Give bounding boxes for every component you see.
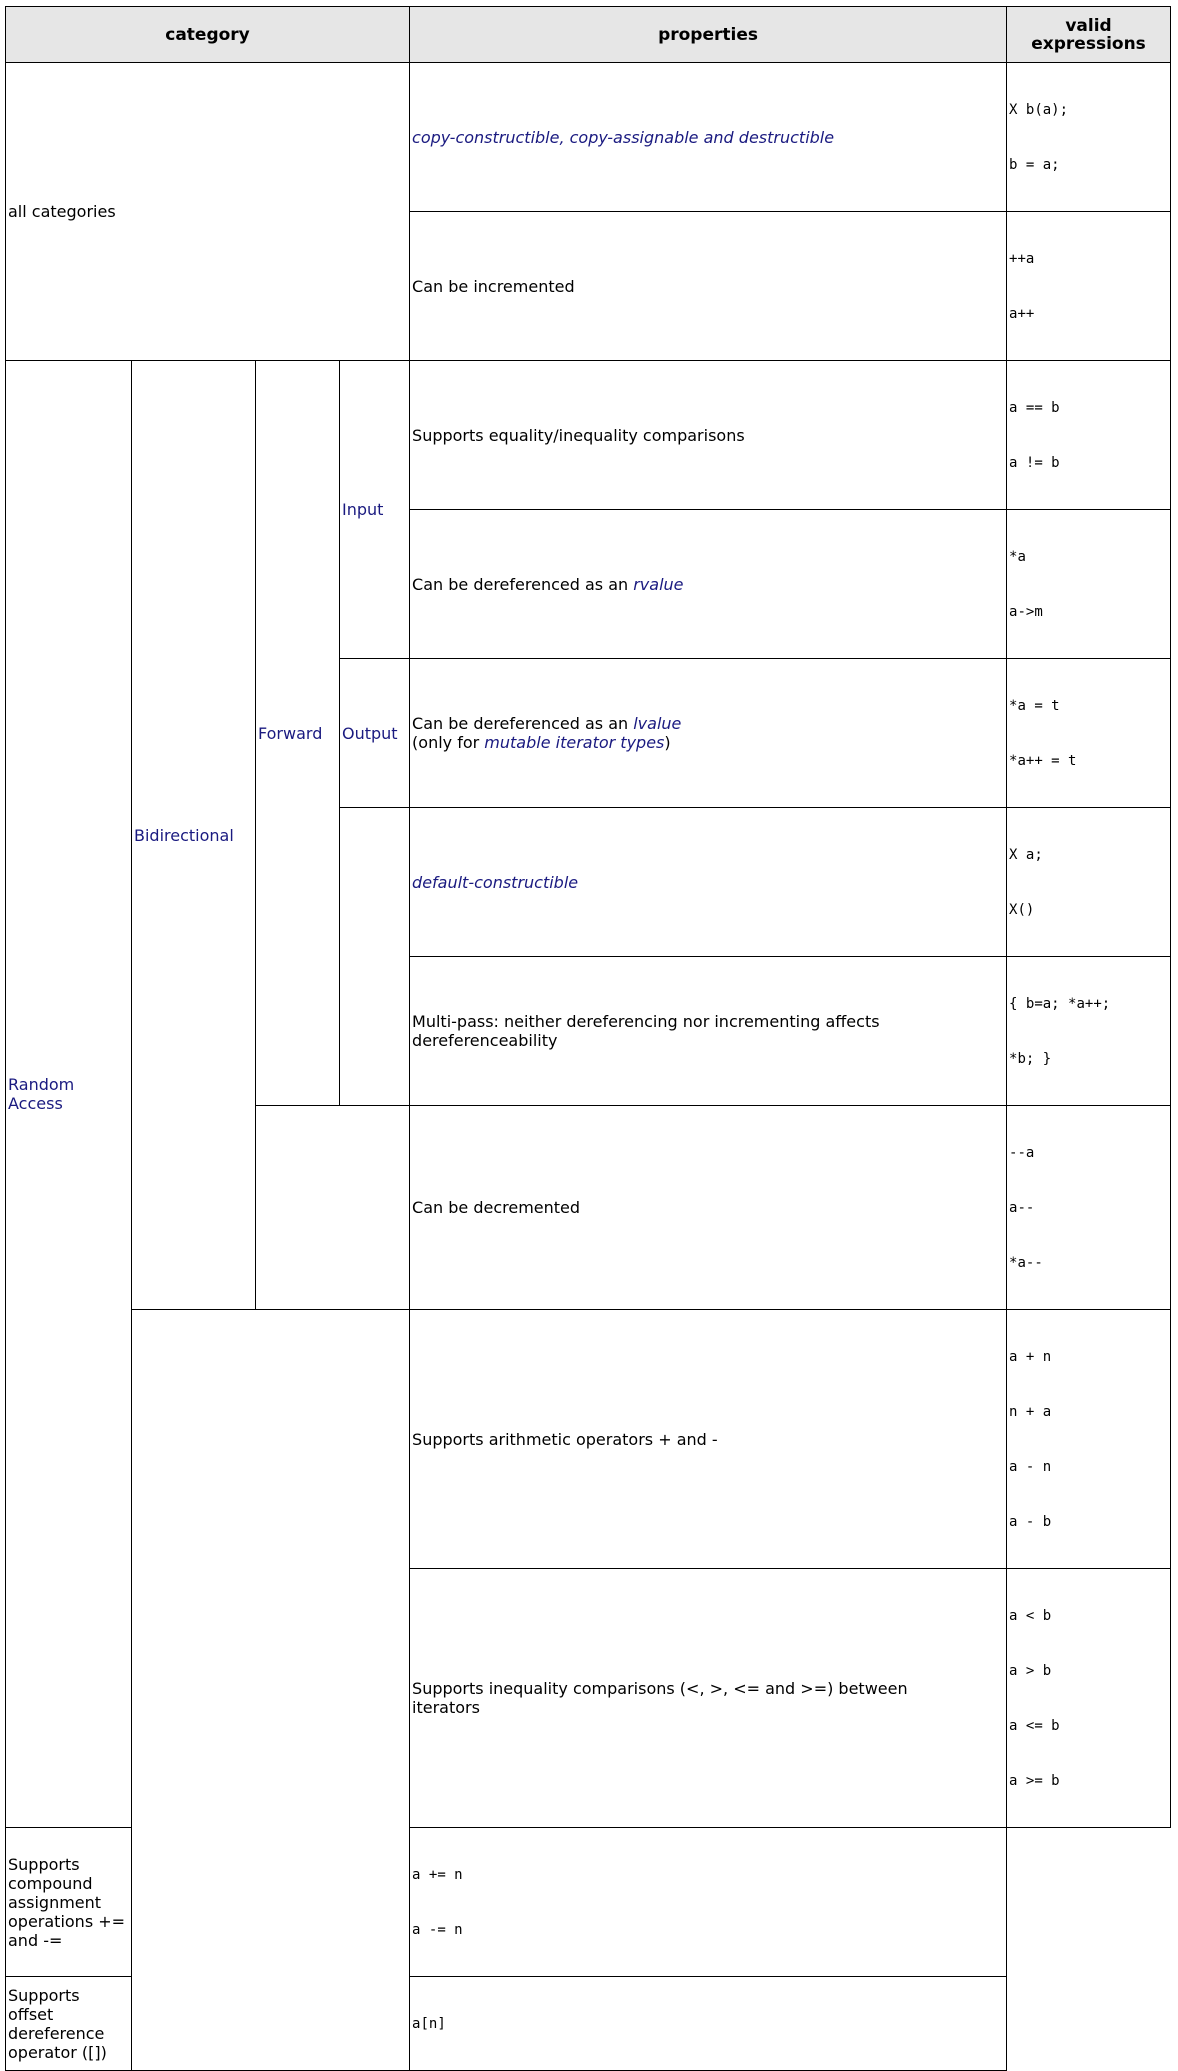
copy-constructible-link[interactable]: copy-constructible, copy-assignable and destructible: [412, 127, 835, 147]
table-row-arithmetic: [6, 1310, 1171, 1569]
random-access-line2: Access: [8, 1094, 63, 1113]
category-forward: [256, 361, 340, 1106]
iterator-categories-table: [5, 6, 1171, 2071]
expression: *b; }: [1009, 1051, 1052, 1067]
expression: a >= b: [1009, 1773, 1060, 1789]
expressions-arithmetic: [1007, 1310, 1171, 1569]
property-offset: Supports offset dereference operator ([]): [6, 1977, 132, 2071]
lvalue-link[interactable]: lvalue: [633, 714, 682, 733]
expression: a + n: [1009, 1349, 1052, 1365]
property-inequality: [410, 1569, 1007, 1828]
property-arithmetic: Supports arithmetic operators + and -: [410, 1310, 1007, 1569]
expression: a += n: [412, 1867, 463, 1883]
iterator-categories-table-wrapper: [5, 6, 1171, 2071]
lvalue-line1: [412, 714, 1004, 733]
header-row: [6, 7, 1171, 63]
header-category: category: [6, 7, 410, 63]
category-bidirectional-empty: [256, 1106, 410, 1310]
expression: a++: [1009, 306, 1035, 322]
header-properties: properties: [410, 7, 1007, 63]
expressions-multipass: [1007, 957, 1171, 1106]
random-access-link[interactable]: [8, 1075, 74, 1113]
category-random-access-empty: [132, 1310, 410, 2071]
property-copy: [410, 63, 1007, 212]
expressions-decrement: [1007, 1106, 1171, 1310]
expression: *a--: [1009, 1255, 1043, 1271]
lvalue-line2-prefix: (only for: [412, 733, 485, 752]
expression: a > b: [1009, 1663, 1052, 1679]
expression: *a++ = t: [1009, 753, 1077, 769]
output-link[interactable]: Output: [342, 723, 398, 743]
expression: n + a: [1009, 1404, 1052, 1420]
expression: *a = t: [1009, 698, 1060, 714]
expression: a--: [1009, 1200, 1035, 1216]
category-random-access: [6, 361, 132, 1828]
expressions-copy: [1007, 63, 1171, 212]
rvalue-link[interactable]: rvalue: [633, 574, 684, 594]
expressions-default: [1007, 808, 1171, 957]
multipass-line2: dereferenceability: [412, 1031, 558, 1050]
category-bidirectional: [132, 361, 256, 1310]
expression: ++a: [1009, 251, 1035, 267]
table-row-equality: [6, 361, 1171, 510]
input-link[interactable]: Input: [342, 500, 384, 519]
category-output: [340, 659, 410, 808]
expression: a[n]: [412, 2016, 446, 2032]
expression: --a: [1009, 1145, 1035, 1161]
expression: a <= b: [1009, 1718, 1060, 1734]
property-compound: Supports compound assignment operations += and -=: [6, 1828, 132, 1977]
lvalue-line2-suffix: ): [664, 733, 671, 752]
category-forward-empty: [340, 808, 410, 1106]
expressions-increment: [1007, 212, 1171, 361]
category-all-categories: all categories: [6, 63, 410, 361]
property-rvalue: [410, 510, 1007, 659]
expression: b = a;: [1009, 157, 1060, 173]
lvalue-line2: [412, 733, 1004, 752]
forward-link[interactable]: Forward: [258, 723, 323, 743]
property-increment: Can be incremented: [410, 212, 1007, 361]
default-constructible-link[interactable]: default-constructible: [412, 872, 579, 892]
expressions-inequality: [1007, 1569, 1171, 1828]
expressions-offset: [410, 1977, 1007, 2071]
property-lvalue: [410, 659, 1007, 808]
expression: a -= n: [412, 1922, 463, 1938]
expression: a == b: [1009, 400, 1060, 416]
rvalue-prefix: Can be dereferenced as an: [412, 574, 634, 594]
mutable-iterator-types-link[interactable]: mutable iterator types: [484, 733, 665, 752]
table-row-copy: [6, 63, 1171, 212]
expression: a < b: [1009, 1608, 1052, 1624]
expression: a->m: [1009, 604, 1043, 620]
expressions-compound: [410, 1828, 1007, 1977]
property-equality: Supports equality/inequality comparisons: [410, 361, 1007, 510]
expression: X b(a);: [1009, 102, 1069, 118]
expressions-equality: [1007, 361, 1171, 510]
property-decrement: Can be decremented: [410, 1106, 1007, 1310]
inequality-line2: iterators: [412, 1698, 480, 1717]
inequality-line1: Supports inequality comparisons (<, >, <= and >=) between: [412, 1679, 908, 1698]
bidirectional-link[interactable]: Bidirectional: [134, 825, 234, 845]
expressions-rvalue: [1007, 510, 1171, 659]
multipass-line1: Multi-pass: neither dereferencing nor incrementing affects: [412, 1012, 880, 1031]
expression: *a: [1009, 549, 1026, 565]
property-multipass: [410, 957, 1007, 1106]
header-expressions-line2: expressions: [1031, 33, 1146, 54]
expression: X a;: [1009, 847, 1043, 863]
header-valid-expressions: [1007, 7, 1171, 63]
lvalue-prefix: Can be dereferenced as an: [412, 714, 634, 733]
expression: a != b: [1009, 455, 1060, 471]
category-input: [340, 361, 410, 659]
expression: a - n: [1009, 1459, 1052, 1475]
expressions-lvalue: [1007, 659, 1171, 808]
expression: a - b: [1009, 1514, 1052, 1530]
expression: X(): [1009, 902, 1035, 918]
expression: { b=a; *a++;: [1009, 996, 1111, 1012]
random-access-line1: Random: [8, 1075, 75, 1094]
header-expressions-line1: valid: [1065, 15, 1112, 36]
property-default: [410, 808, 1007, 957]
